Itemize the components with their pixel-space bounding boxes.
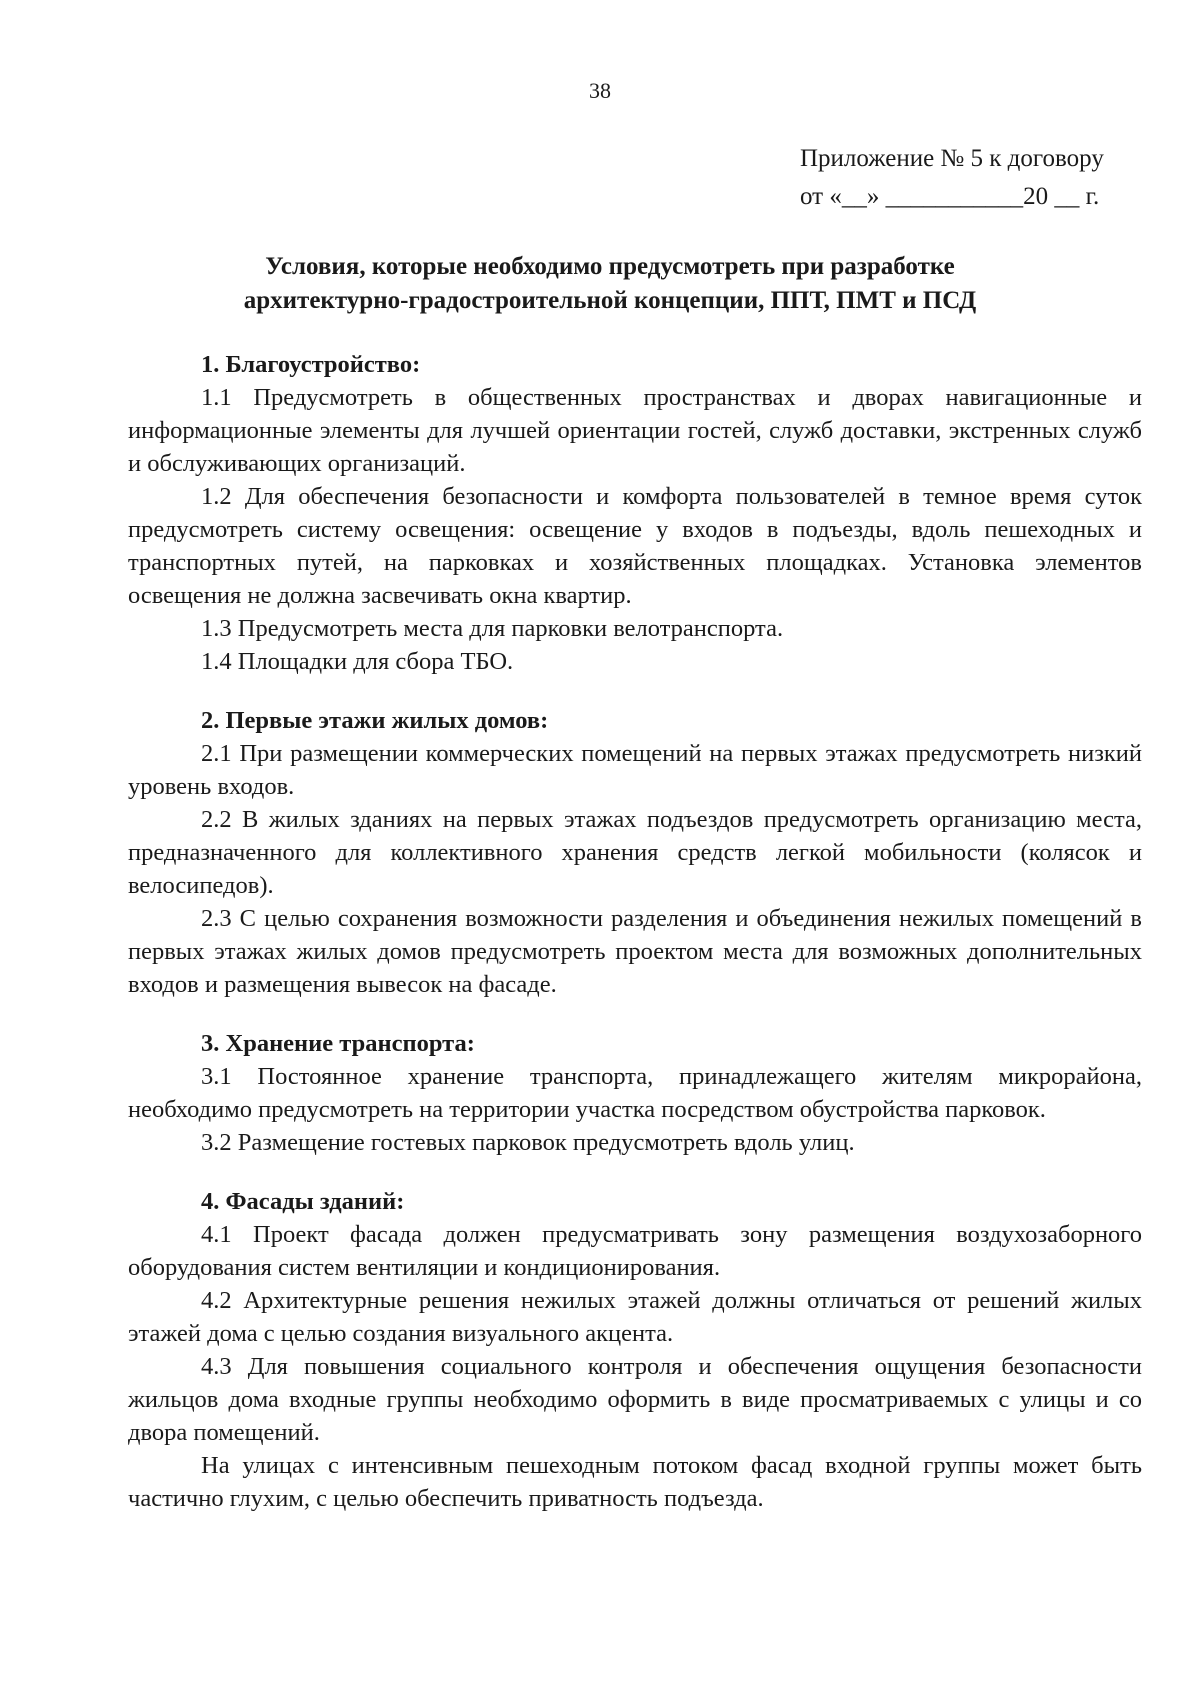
title-line-1: Условия, которые необходимо предусмотреть при разработке [265,253,955,280]
section-landscaping [128,348,1142,678]
section-paragraph: 2.1 При размещении коммерческих помещений на первых этажах предусмотреть низкий уровень входов. [128,740,1142,800]
document-title [160,250,1060,318]
section-paragraph: 4.1 Проект фасада должен предусматривать зону размещения воздухозаборного оборудования систем вентиляции и кондиционирования. [128,1221,1142,1281]
section-paragraph: 4.3 Для повышения социального контроля и обеспечения ощущения безопасности жильцов дома входные группы необходимо оформить в виде просматриваемых с улицы и со двора помещений. [128,1353,1142,1446]
section-heading: 2. Первые этажи жилых домов: [201,707,549,734]
title-line-2: архитектурно-градостроительной концепции, ППТ, ПМТ и ПСД [243,287,977,314]
section-ground-floors [128,704,1142,1001]
section-paragraph: 1.1 Предусмотреть в общественных пространствах и дворах навигационные и информационные элементы для лучшей ориентации гостей, служб доставки, экстренных служб и обслуживающих организаций. [128,384,1142,477]
section-paragraph: 2.3 С целью сохранения возможности разделения и объединения нежилых помещений в первых этажах жилых домов предусмотреть проектом места для возможных дополнительных входов и размещения вывесок на фасаде. [128,905,1142,998]
section-paragraph: 1.4 Площадки для сбора ТБО. [201,648,514,675]
annex-line-1: Приложение № 5 к договору [800,145,1104,172]
section-paragraph: 4.2 Архитектурные решения нежилых этажей должны отличаться от решений жилых этажей дома с целью создания визуального акцента. [128,1287,1142,1347]
annex-reference [800,140,1104,216]
section-heading: 3. Хранение транспорта: [201,1030,475,1057]
section-paragraph: 1.2 Для обеспечения безопасности и комфорта пользователей в темное время суток предусмотреть систему освещения: освещение у входов в подъезды, вдоль пешеходных и транспортных путей, на парковках и хозяйственных площадках. Установка элементов освещения не должна засвечивать окна квартир. [128,483,1142,609]
annex-line-2: от «__» ___________20 __ г. [800,183,1100,210]
section-paragraph: 3.2 Размещение гостевых парковок предусмотреть вдоль улиц. [201,1129,855,1156]
section-paragraph: На улицах с интенсивным пешеходным потоком фасад входной группы может быть частично глухим, с целью обеспечить приватность подъезда. [128,1452,1142,1512]
section-paragraph: 3.1 Постоянное хранение транспорта, принадлежащего жителям микрорайона, необходимо предусмотреть на территории участка посредством обустройства парковок. [128,1063,1142,1123]
section-vehicle-storage [128,1027,1142,1159]
section-paragraph: 2.2 В жилых зданиях на первых этажах подъездов предусмотреть организацию места, предназначенного для коллективного хранения средств легкой мобильности (колясок и велосипедов). [128,806,1142,899]
section-paragraph: 1.3 Предусмотреть места для парковки велотранспорта. [201,615,784,642]
section-facades [128,1185,1142,1515]
page-number: 38 [589,78,611,103]
document-body [128,348,1142,1515]
section-heading: 4. Фасады зданий: [201,1188,405,1215]
section-heading: 1. Благоустройство: [201,351,421,378]
